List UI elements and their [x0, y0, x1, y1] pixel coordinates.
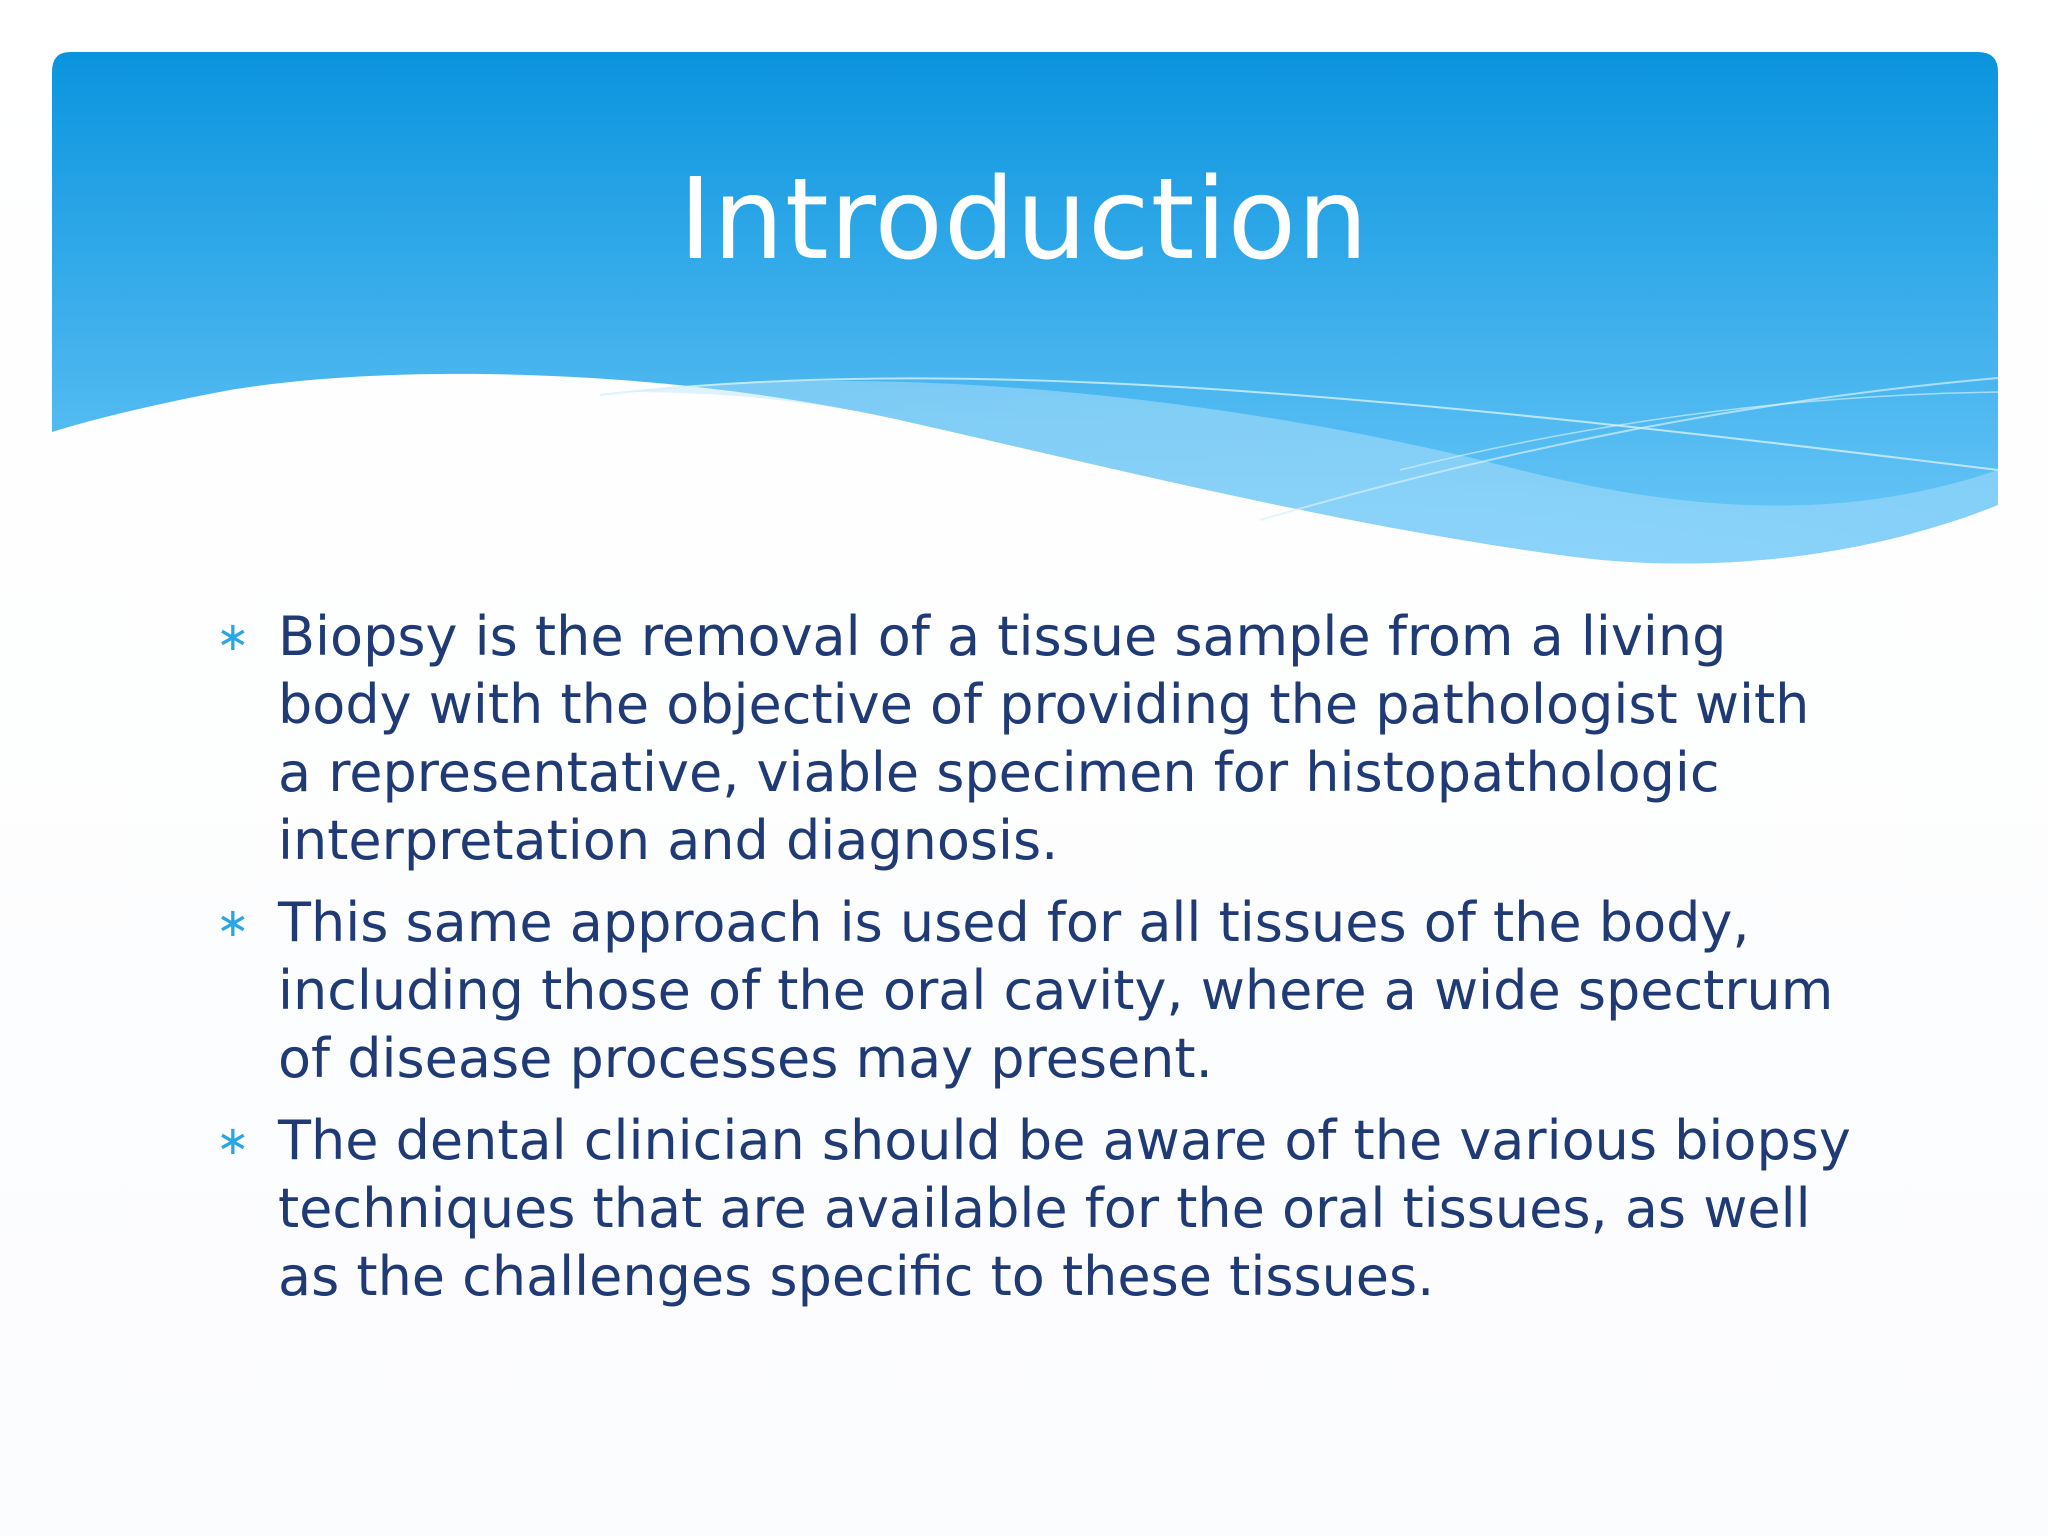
bullet-text: Biopsy is the removal of a tissue sample from a living body with the objective of providing the pathologist with a representative, viable specimen for histopathologic interpretation and diagnosis.	[278, 605, 1810, 872]
asterisk-bullet-icon: ∗	[216, 614, 250, 660]
bullet-item	[212, 1107, 1852, 1311]
bullet-list	[212, 603, 1852, 1325]
bullet-text: The dental clinician should be aware of the various biopsy techniques that are available for the oral tissues, as well as the challenges specific to these tissues.	[278, 1109, 1851, 1308]
header-wave-background	[0, 0, 2048, 600]
slide-title: Introduction	[678, 155, 1370, 285]
bullet-text: This same approach is used for all tissues of the body, including those of the oral cavity, where a wide spectrum of disease processes may present.	[278, 891, 1834, 1090]
asterisk-bullet-icon: ∗	[216, 900, 250, 946]
bullet-item	[212, 889, 1852, 1093]
asterisk-bullet-icon: ∗	[216, 1118, 250, 1164]
bullet-item	[212, 603, 1852, 875]
